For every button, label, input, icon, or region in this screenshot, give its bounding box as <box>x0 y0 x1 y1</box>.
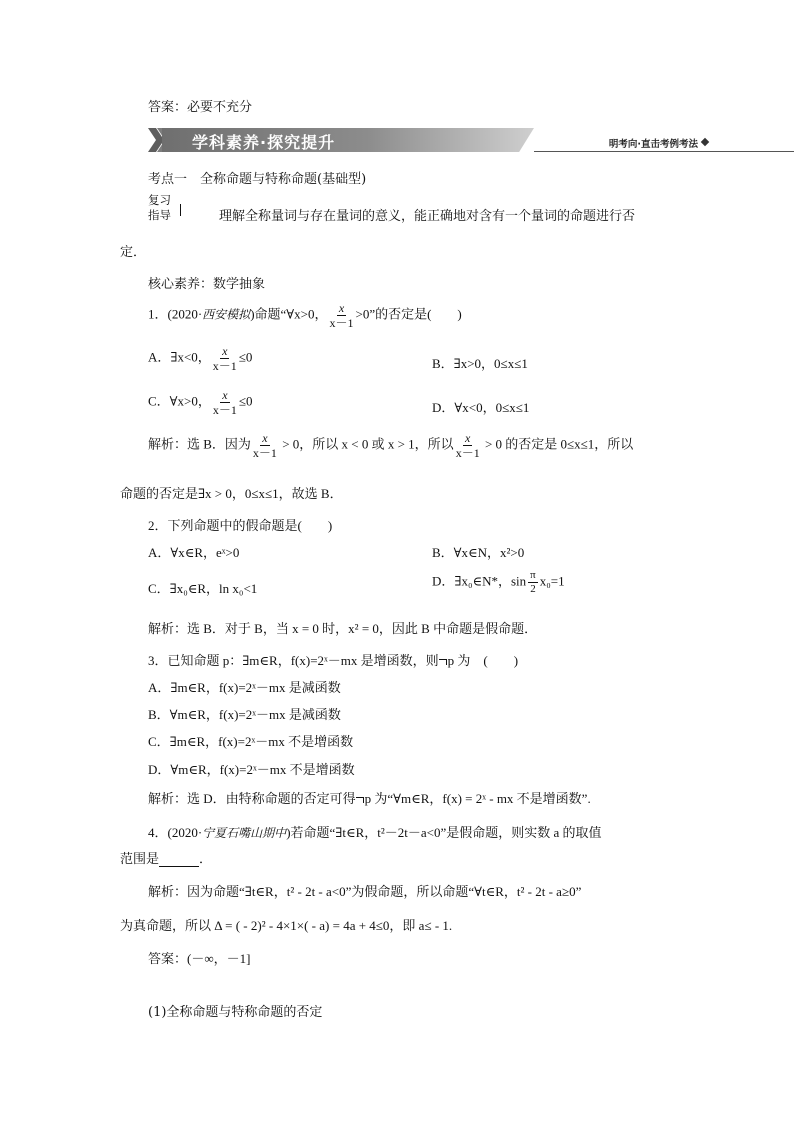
question-1-option-a: A．∃x<0， $\frac{x}{x-1}$ ≤0 <box>148 344 253 373</box>
question-3-option-a: A．∃m∈R，f(x)=2ˣ－mx 是减函数 <box>148 680 341 695</box>
question-4-solution-cont: 为真命题，所以 Δ = ( - 2)² - 4×1×( - a) = 4a + 4≤0，即 a≤ - 1. <box>120 918 453 933</box>
negation-symbol <box>356 797 364 803</box>
question-2-option-c: C．∃x₀∈R，ln x₀<1 <box>148 581 258 596</box>
banner-subtitle: 明考向·直击考例考法 <box>608 139 698 150</box>
question-1-solution: 解析：选 B．因为 $\frac{x}{x-1}$ > 0，所以 x < 0 或 x > 1，所以 $\frac{x}{x-1}$ > 0 的否定是 0≤x≤1，所以 <box>148 431 634 460</box>
question-1-option-d: D．∀x<0，0≤x≤1 <box>432 400 530 415</box>
question-2-option-a: A．∀x∈R，eˣ>0 <box>148 545 240 560</box>
question-3-stem: 3．已知命题 p：∃m∈R，f(x)=2ˣ－mx 是增函数，则 p 为 ( ) <box>148 653 519 668</box>
question-1-solution-cont: 命题的否定是∃x > 0，0≤x≤1，故选 B． <box>120 486 343 501</box>
section-title: 考点一 全称命题与特称命题(基础型) <box>148 172 367 187</box>
question-4-stem: 4．(2020·宁夏石嘴山期中)若命题“∃t∈R，t²－2t－a<0”是假命题，则实数 a 的取值 <box>148 825 602 840</box>
question-1-option-b: B．∃x>0，0≤x≤1 <box>432 356 528 371</box>
question-1-stem: 1．(2020·西安模拟)命题“∀x>0， $\frac{x}{x-1}$ >0”的否定是( ) <box>148 301 462 330</box>
question-3-option-c: C．∃m∈R，f(x)=2ˣ－mx 不是增函数 <box>148 734 354 749</box>
question-2-option-d: D．∃x₀∈N*，sin $\frac{\pi}{2}$ x₀=1 <box>432 569 565 595</box>
guide-text: 理解全称量词与存在量词的意义，能正确地对含有一个量词的命题进行否 <box>219 209 636 224</box>
question-3-solution: 解析：选 D．由特称命题的否定可得 p 为“∀m∈R，f(x) = 2ˣ - mx 不是增函数”. <box>148 791 591 806</box>
guide-text-cont: 定． <box>120 245 147 260</box>
review-guide-label: 复习 指导 <box>148 193 171 222</box>
guide-divider <box>180 204 181 216</box>
banner-title: 学科素养·探究提升 <box>192 133 336 152</box>
negation-symbol <box>439 659 447 665</box>
diamond-icon <box>701 138 709 146</box>
section-banner <box>148 125 708 155</box>
question-4-stem-cont: 范围是 ． <box>120 851 213 866</box>
previous-answer: 答案：必要不充分 <box>148 100 253 115</box>
question-3-option-b: B．∀m∈R，f(x)=2ˣ－mx 是减函数 <box>148 707 341 722</box>
answer-blank <box>159 854 199 867</box>
question-3-option-d: D．∀m∈R，f(x)=2ˣ－mx 不是增函数 <box>148 762 355 777</box>
question-4-solution: 解析：因为命题“∃t∈R，t² - 2t - a<0”为假命题，所以命题“∀t∈R，t² - 2t - a≥0” <box>148 884 582 899</box>
question-4-answer: 答案：(－∞，－1] <box>148 951 251 966</box>
question-1-option-c: C．∀x>0， $\frac{x}{x-1}$ ≤0 <box>148 388 253 417</box>
question-2-option-b: B．∀x∈N，x²>0 <box>432 545 525 560</box>
method-note-title: (1)全称命题与特称命题的否定 <box>148 1005 323 1020</box>
core-literacy: 核心素养：数学抽象 <box>148 277 266 292</box>
question-2-solution: 解析：选 B．对于 B，当 x = 0 时，x² = 0，因此 B 中命题是假命题． <box>148 621 538 636</box>
question-2-stem: 2．下列命题中的假命题是( ) <box>148 518 333 533</box>
